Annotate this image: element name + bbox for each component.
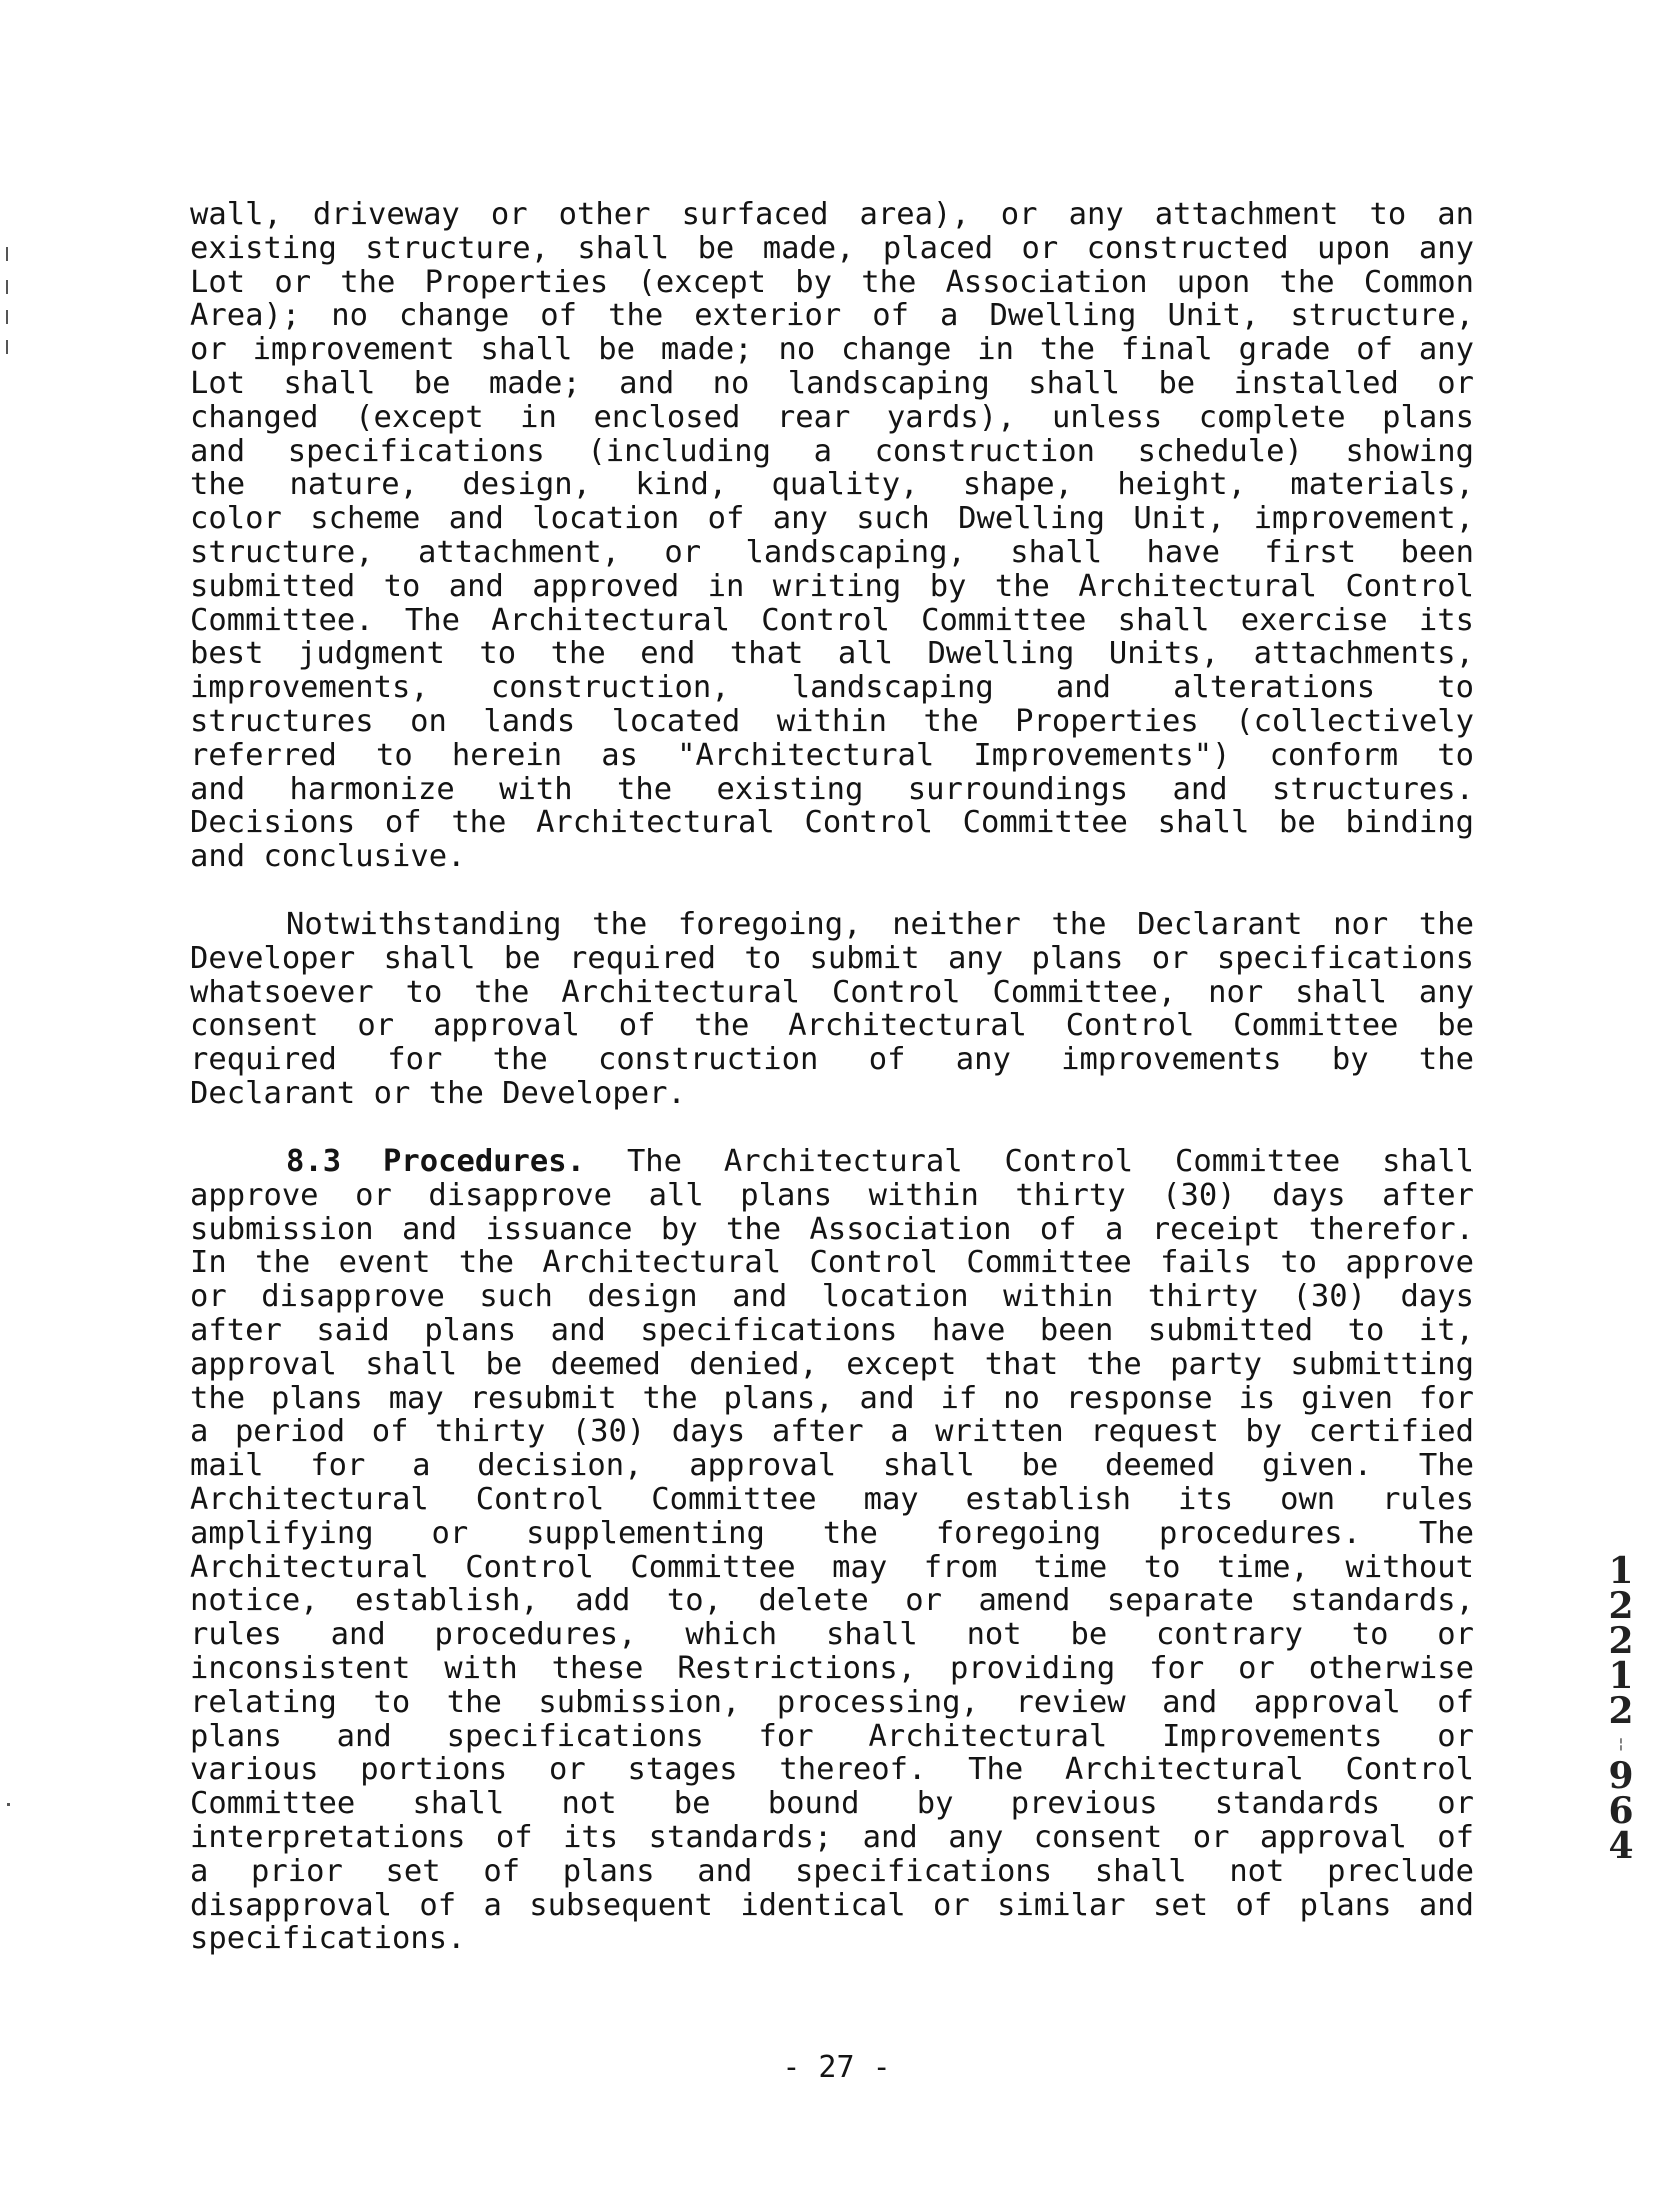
text-line: after said plans and specifications have been submitted to it, — [190, 1313, 1474, 1348]
stamp-digit: 2 — [1608, 1620, 1634, 1662]
text-line: submitted to and approved in writing by the Architectural Control — [190, 569, 1474, 604]
stamp-digit: 9 — [1608, 1755, 1634, 1797]
text-line: rules and procedures, which shall not be contrary to or — [190, 1618, 1474, 1652]
text-line: best judgment to the end that all Dwelling Units, attachments, — [190, 637, 1474, 672]
text-line: required for the construction of any improvements by the — [190, 1043, 1474, 1077]
section-heading-line — [190, 1145, 1474, 1179]
text-line: a period of thirty (30) days after a written request by certified — [190, 1415, 1474, 1450]
text-line: color scheme and location of any such Dwelling Unit, improvement, — [190, 502, 1474, 536]
text-line: plans and specifications for Architectural Improvements or — [190, 1719, 1474, 1754]
section-heading: Procedures. — [383, 1145, 586, 1179]
paragraph-declarant-exemption — [190, 908, 1474, 1111]
stamp-digit: 1 — [1608, 1655, 1634, 1697]
margin-tick-3 — [6, 310, 8, 324]
text-line: structures on lands located within the Properties (collectively — [190, 704, 1474, 739]
text-line: or disapprove such design and location within thirty (30) days — [190, 1280, 1474, 1314]
section-first-line-text: The Architectural Control Committee shall — [626, 1145, 1474, 1179]
text-line: improvements, construction, landscaping and alterations to — [190, 671, 1474, 705]
text-line: Lot or the Properties (except by the Association upon the Common — [190, 265, 1474, 300]
text-line: disapproval of a subsequent identical or similar set of plans and — [190, 1888, 1474, 1923]
stamp-digit: 2 — [1608, 1690, 1634, 1732]
text-line: interpretations of its standards; and any consent or approval of — [190, 1820, 1474, 1855]
stray-mark — [7, 1803, 10, 1806]
section-number: 8.3 — [286, 1145, 342, 1179]
text-line: existing structure, shall be made, placed or constructed upon any — [190, 231, 1474, 266]
text-line: inconsistent with these Restrictions, providing for or otherwise — [190, 1651, 1474, 1686]
text-line: Notwithstanding the foregoing, neither the Declarant nor the — [286, 908, 1474, 942]
text-line: Architectural Control Committee may establish its own rules — [190, 1482, 1474, 1517]
text-line: Declarant or the Developer. — [190, 1075, 686, 1111]
text-line: and specifications (including a construction schedule) showing — [190, 434, 1474, 469]
text-line: Committee. The Architectural Control Committee shall exercise its — [190, 603, 1474, 638]
text-line: approve or disapprove all plans within thirty (30) days after — [190, 1178, 1474, 1213]
text-line: Architectural Control Committee may from time to time, without — [190, 1550, 1474, 1585]
text-line: structure, attachment, or landscaping, shall have first been — [190, 535, 1474, 570]
stamp-digit: 1 — [1608, 1550, 1634, 1592]
text-line: and conclusive. — [190, 839, 466, 875]
text-line: changed (except in enclosed rear yards), unless complete plans — [190, 400, 1474, 435]
text-line: mail for a decision, approval shall be deemed given. The — [190, 1449, 1474, 1483]
text-line: wall, driveway or other surfaced area), or any attachment to an — [190, 198, 1474, 232]
text-line: whatsoever to the Architectural Control Committee, nor shall any — [190, 975, 1474, 1010]
margin-tick-2 — [6, 280, 8, 294]
page-number: - 27 - — [782, 2050, 891, 2085]
text-line: amplifying or supplementing the foregoing procedures. The — [190, 1516, 1474, 1551]
text-line: referred to herein as "Architectural Improvements") conform to — [190, 738, 1474, 773]
paragraph-architectural-approval — [190, 198, 1474, 874]
text-line: notice, establish, add to, delete or amend separate standards, — [190, 1584, 1474, 1619]
text-line: approval shall be deemed denied, except that the party submitting — [190, 1347, 1474, 1382]
text-line: specifications. — [190, 1921, 466, 1957]
stamp-digit: 4 — [1608, 1825, 1634, 1867]
text-line: consent or approval of the Architectural Control Committee be — [190, 1009, 1474, 1044]
stamp-separator: ¦ — [1618, 1736, 1624, 1752]
text-line: and harmonize with the existing surroundings and structures. — [190, 772, 1474, 807]
text-line: Committee shall not be bound by previous standards or — [190, 1787, 1474, 1821]
text-line: Lot shall be made; and no landscaping shall be installed or — [190, 366, 1474, 401]
section-8-3-procedures — [190, 1145, 1474, 1956]
text-line: or improvement shall be made; no change in the final grade of any — [190, 333, 1474, 367]
text-line: a prior set of plans and specifications shall not preclude — [190, 1854, 1474, 1889]
text-line: submission and issuance by the Association of a receipt therefor. — [190, 1212, 1474, 1247]
stamp-digit: 6 — [1608, 1790, 1634, 1832]
text-line: relating to the submission, processing, review and approval of — [190, 1685, 1474, 1720]
text-line: the nature, design, kind, quality, shape, height, materials, — [190, 468, 1474, 503]
text-line: the plans may resubmit the plans, and if no response is given for — [190, 1381, 1474, 1416]
recording-number-stamp — [1596, 1550, 1646, 1867]
margin-tick-1 — [6, 247, 8, 261]
text-line: Area); no change of the exterior of a Dwelling Unit, structure, — [190, 299, 1474, 334]
text-line: In the event the Architectural Control Committee fails to approve — [190, 1246, 1474, 1281]
text-line: Decisions of the Architectural Control Committee shall be binding — [190, 806, 1474, 841]
text-line: various portions or stages thereof. The Architectural Control — [190, 1753, 1474, 1788]
text-line: Developer shall be required to submit any plans or specifications — [190, 941, 1474, 976]
margin-tick-4 — [6, 340, 8, 354]
stamp-digit: 2 — [1608, 1585, 1634, 1627]
